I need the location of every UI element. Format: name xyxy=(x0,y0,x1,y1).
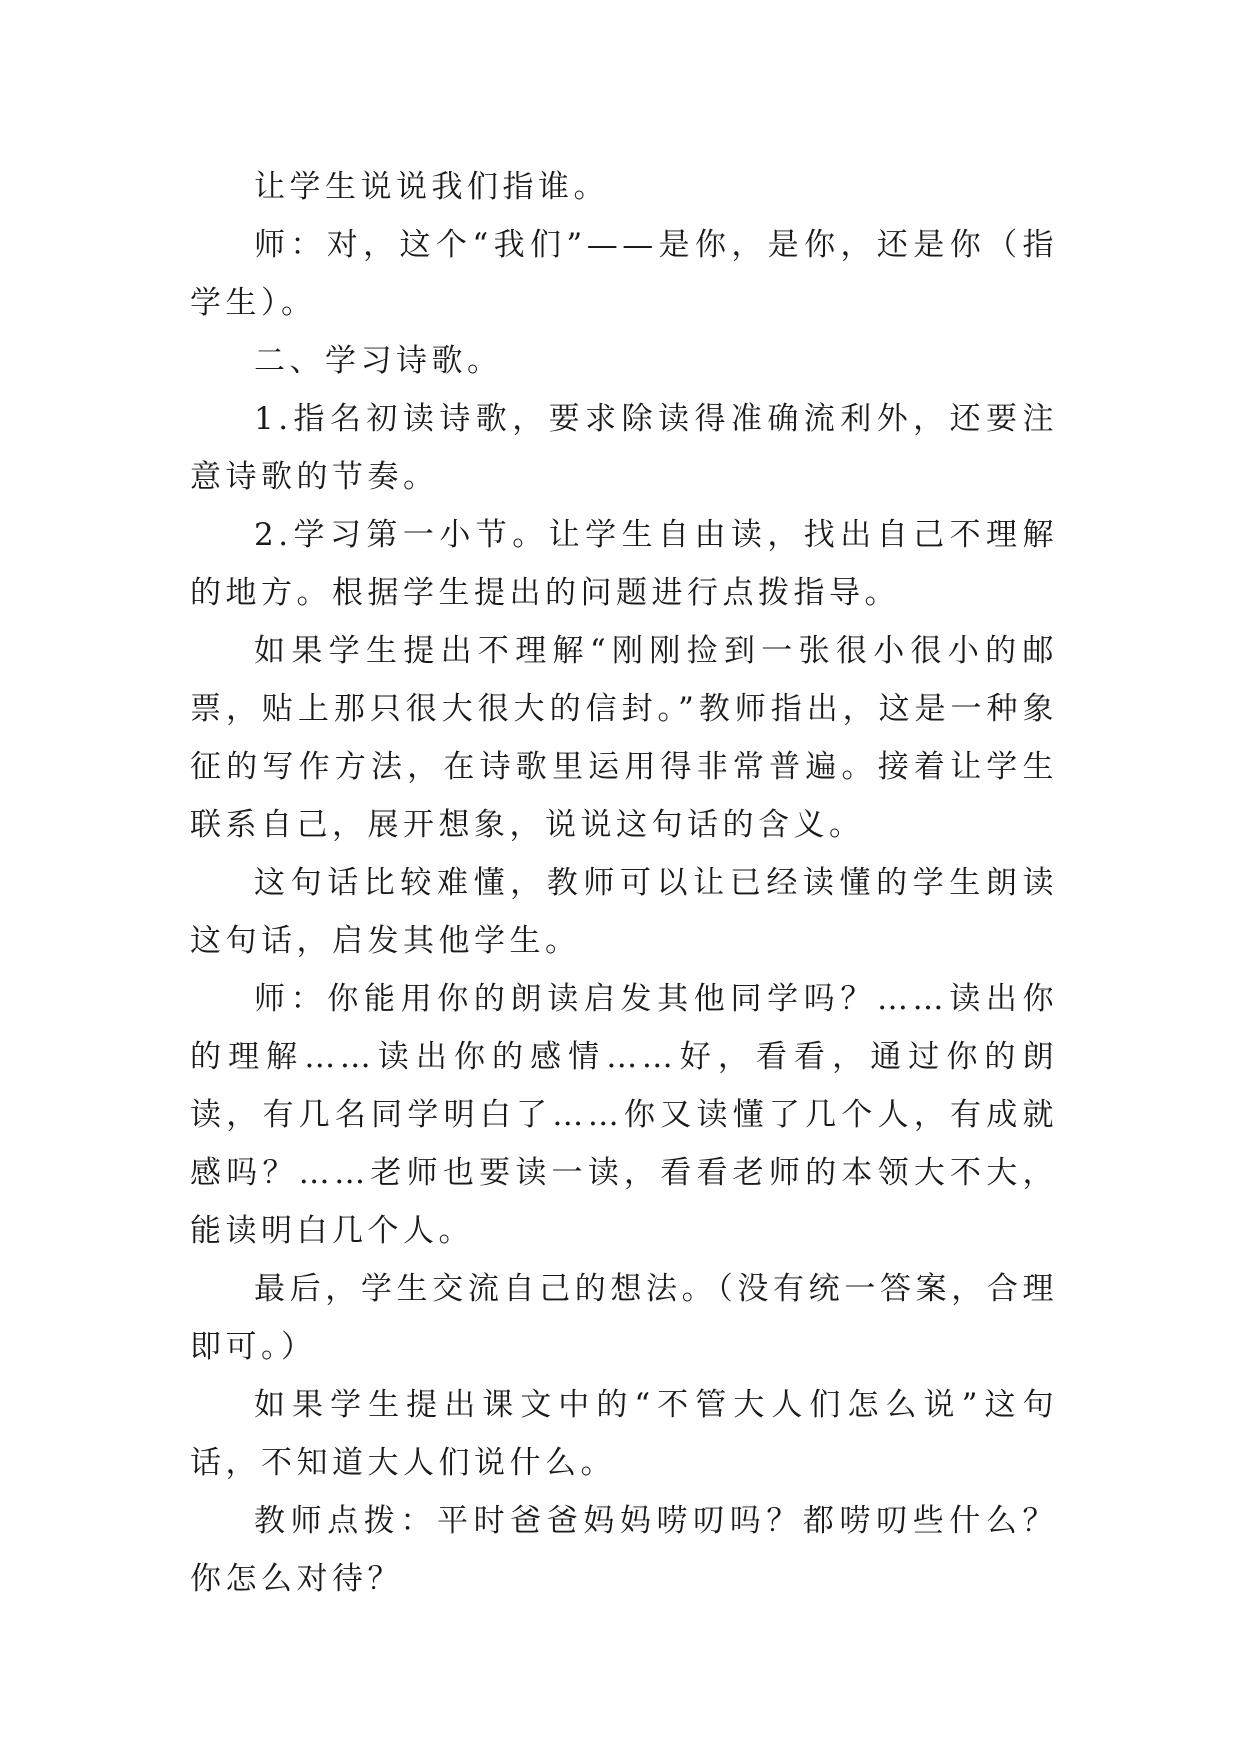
paragraph-4: 2.学习第一小节。让学生自由读，找出自己不理解的地方。根据学生提出的问题进行点拨指导。 xyxy=(190,517,1058,611)
section-heading: 二、学习诗歌。 xyxy=(254,343,503,379)
paragraph-3: 1.指名初读诗歌，要求除读得准确流利外，还要注意诗歌的节奏。 xyxy=(190,401,1058,495)
paragraph-9: 如果学生提出课文中的“不管大人们怎么说”这句话，不知道大人们说什么。 xyxy=(190,1387,1058,1481)
paragraph-6: 这句话比较难懂，教师可以让已经读懂的学生朗读这句话，启发其他学生。 xyxy=(190,865,1058,959)
paragraph-1: 让学生说说我们指谁。 xyxy=(254,169,609,205)
paragraph-5: 如果学生提出不理解“刚刚捡到一张很小很小的邮票，贴上那只很大很大的信封。”教师指出，这是一种象征的写作方法，在诗歌里运用得非常普遍。接着让学生联系自己，展开想象，说说这句话的含义。 xyxy=(190,633,1058,843)
paragraph-8: 最后，学生交流自己的想法。（没有统一答案，合理即可。） xyxy=(190,1271,1058,1365)
paragraph-7: 师：你能用你的朗读启发其他同学吗？……读出你的理解……读出你的感情……好，看看，通过你的朗读，有几名同学明白了……你又读懂了几个人，有成就感吗？……老师也要读一读，看看老师的本领大不大，能读明白几个人。 xyxy=(190,981,1058,1249)
paragraph-10: 教师点拨：平时爸爸妈妈唠叨吗？都唠叨些什么？你怎么对待？ xyxy=(190,1503,1058,1597)
document-body xyxy=(190,158,1058,1608)
paragraph-2: 师：对，这个“我们”——是你，是你，还是你（指学生）。 xyxy=(190,227,1058,321)
